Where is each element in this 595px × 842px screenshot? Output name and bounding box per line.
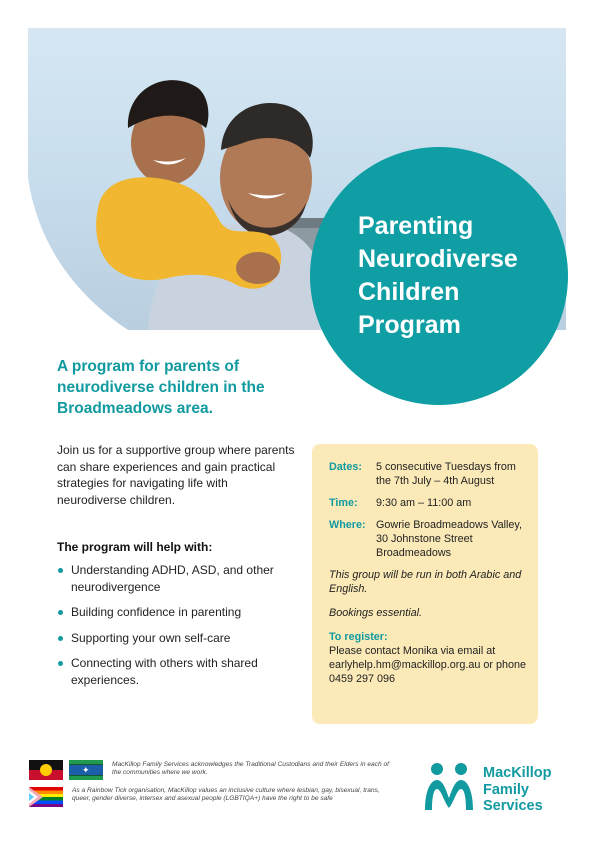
subheading: A program for parents of neurodiverse children in the Broadmeadows area. — [57, 358, 265, 417]
title-line: Parenting — [358, 212, 474, 240]
logo-line: Family — [483, 781, 529, 798]
child-hand — [236, 252, 280, 284]
list-item: Supporting your own self-care — [57, 630, 307, 647]
dates-value: 5 consecutive Tuesdays from the 7th July – 4th August — [376, 461, 516, 487]
where-label: Where: — [329, 519, 366, 531]
torres-strait-islander-flag-icon: ✦ — [69, 760, 103, 780]
mackillop-logo-icon — [421, 762, 477, 812]
register-value: Please contact Monika via email at earlyhelp.hm@mackillop.org.au or phone 0459 297 096 — [329, 645, 527, 685]
help-heading: The program will help with: — [57, 540, 213, 554]
list-item: Understanding ADHD, ASD, and other neurodivergence — [57, 562, 307, 595]
program-title — [358, 210, 558, 342]
mackillop-logo-text — [483, 765, 583, 815]
list-item: Building confidence in parenting — [57, 604, 307, 621]
rainbow-tick-statement: As a Rainbow Tick organisation, MacKillop values an inclusive culture where lesbian, gay, bisexual, trans, queer, gender diverse, intersex and asexual people (LGBTIQA+) have the right to be safe — [72, 787, 380, 803]
where-row — [329, 518, 529, 560]
help-list — [57, 562, 307, 697]
title-line: Children — [358, 278, 460, 306]
aboriginal-flag-icon — [29, 760, 63, 780]
logo-line: MacKillop — [483, 765, 552, 781]
title-line: Neurodiverse — [358, 245, 518, 273]
title-line: Program — [358, 311, 461, 339]
bookings-note: Bookings essential. — [329, 607, 423, 619]
register-label: To register: — [329, 631, 388, 643]
dates-row — [329, 460, 529, 488]
language-note: This group will be run in both Arabic and English. — [329, 569, 522, 595]
progress-pride-flag-icon — [29, 787, 63, 807]
time-label: Time: — [329, 497, 358, 509]
country-acknowledgement: MacKillop Family Services acknowledges the Traditional Custodians and their Elders in each of the communities where we work. — [112, 761, 389, 777]
where-value: Gowrie Broadmeadows Valley, 30 Johnstone Street Broadmeadows — [376, 519, 523, 559]
time-row — [329, 496, 529, 510]
logo-line: Services — [483, 798, 543, 814]
time-value: 9:30 am – 11:00 am — [376, 497, 472, 509]
dates-label: Dates: — [329, 461, 363, 473]
intro-paragraph: Join us for a supportive group where parents can share experiences and gain practical strategies for navigating life with neurodiverse children. — [57, 443, 295, 507]
list-item: Connecting with others with shared experiences. — [57, 655, 307, 688]
info-box — [312, 444, 538, 724]
